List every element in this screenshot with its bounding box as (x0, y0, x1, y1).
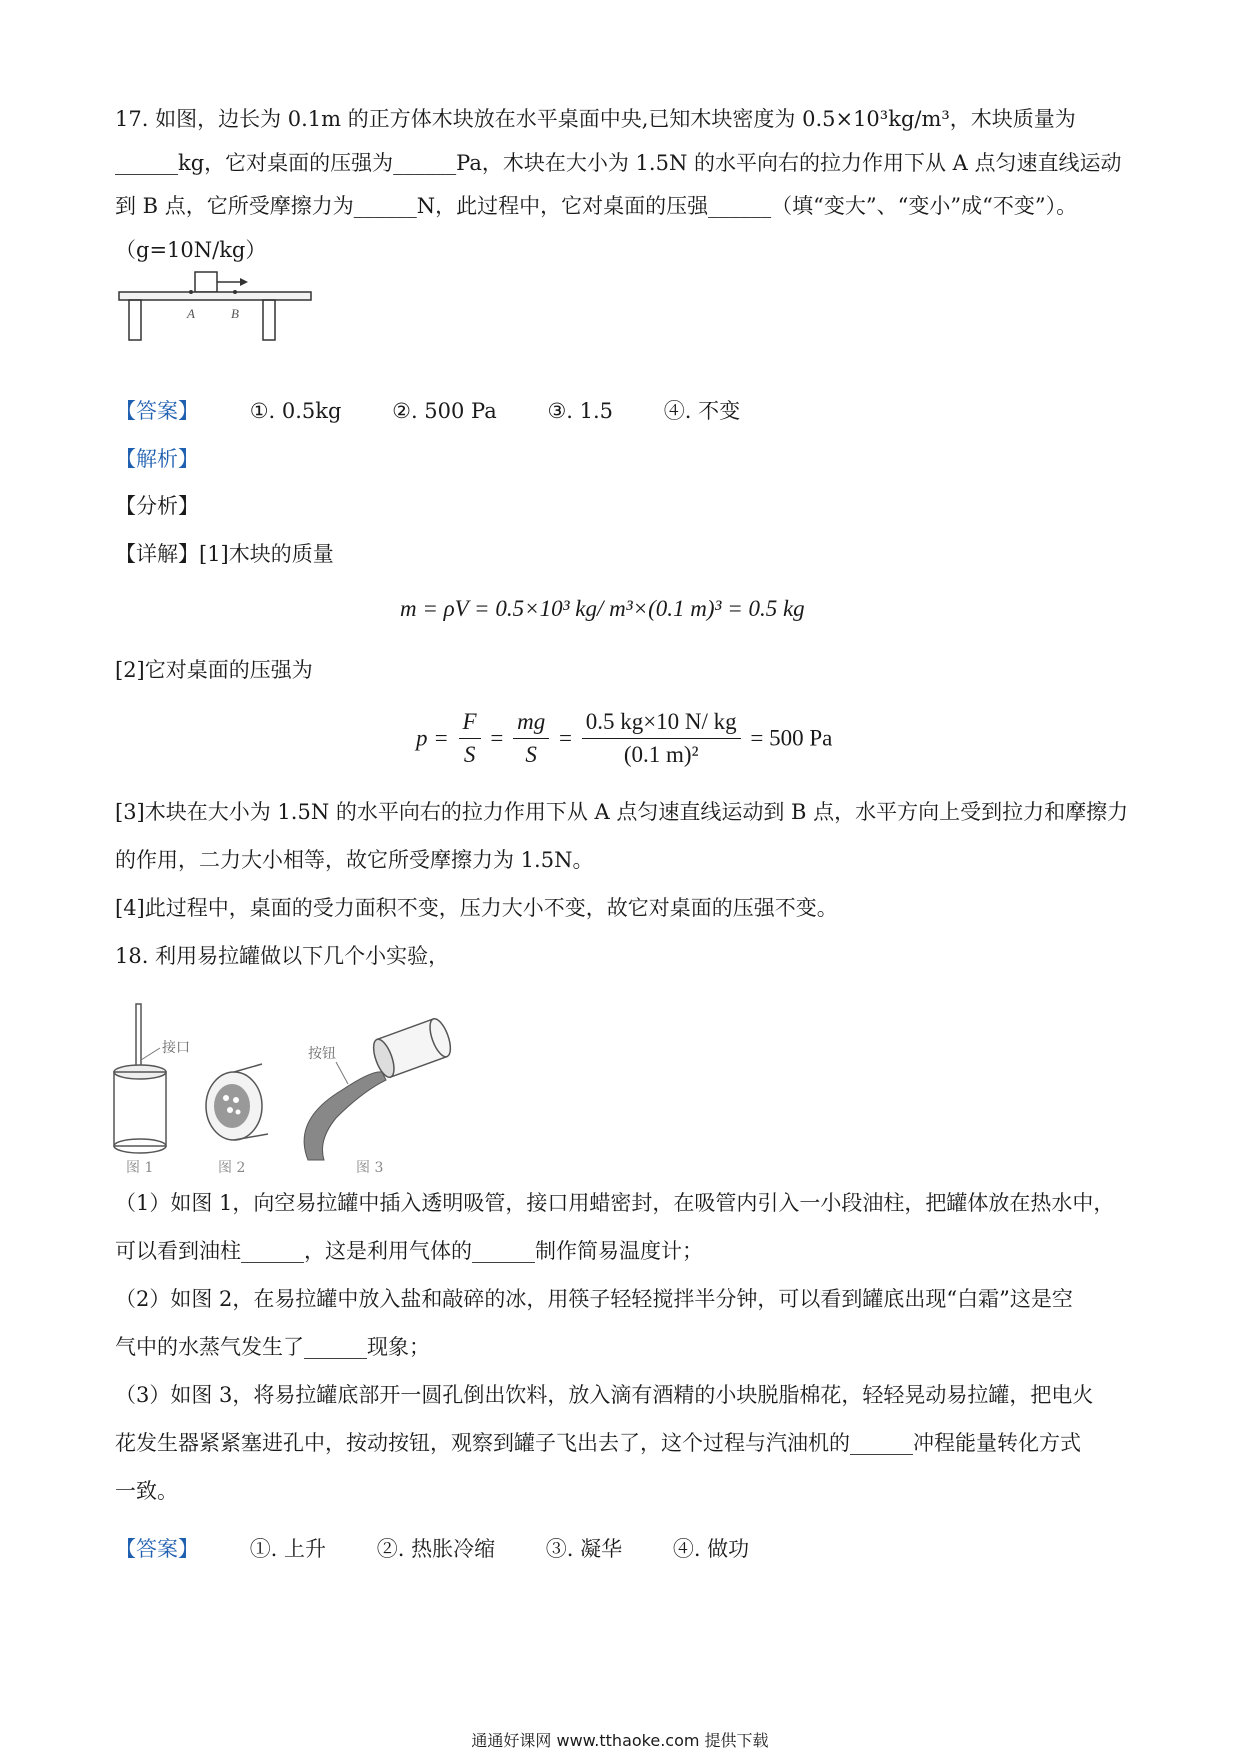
fraction-f-over-s (459, 706, 481, 771)
q17-line-2: ______kg，它对桌面的压强为______Pa，木块在大小为 1.5N 的水平向右的拉力作用下从 A 点匀速直线运动 (115, 151, 1122, 175)
answer-4: ④. 不变 (663, 399, 741, 423)
can-experiments-figure (112, 1000, 512, 1180)
answer-tag: 【答案】 (115, 399, 199, 423)
answer-3: ③. 1.5 (547, 399, 614, 423)
detail-step-4: [4]此过程中，桌面的受力面积不变，压力大小不变，故它对桌面的压强不变。 (115, 896, 838, 920)
formula-equals: = (490, 725, 504, 751)
q18-title: 18. 利用易拉罐做以下几个小实验， (115, 944, 450, 968)
detail-step-3a: [3]木块在大小为 1.5N 的水平向右的拉力作用下从 A 点匀速直线运动到 B 点，水平方向上受到拉力和摩擦力 (115, 800, 1129, 824)
answer-2: ②. 500 Pa (392, 399, 497, 423)
formula-pressure (416, 706, 832, 771)
analysis-tag: 【解析】 (115, 447, 199, 471)
q18-p3-a: （3）如图 3，将易拉罐底部开一圆孔倒出饮料，放入滴有酒精的小块脱脂棉花，轻轻晃动易拉罐，把电火 (115, 1383, 1094, 1407)
page-footer: 通通好课网 www.tthaoke.com 提供下载 (471, 1731, 769, 1750)
label-fig2: 图 2 (218, 1160, 246, 1176)
q17-line-4: （g=10N/kg） (115, 238, 267, 262)
answer-2: ②. 热胀冷缩 (376, 1537, 496, 1561)
q18-p1-b: 可以看到油柱______，这是利用气体的______制作简易温度计； (115, 1239, 703, 1263)
detail-step-1: 【详解】[1]木块的质量 (115, 542, 334, 566)
answer-1: ①. 0.5kg (249, 399, 342, 423)
fraction-values (582, 706, 741, 771)
formula-equals: = (558, 725, 572, 751)
q17-line-3: 到 B 点，它所受摩擦力为______N，此过程中，它对桌面的压强______（填“变大”、“变小”成“不变”）。 (115, 194, 1078, 218)
formula-lhs: p = (416, 725, 449, 751)
q18-answer-row (115, 1534, 793, 1564)
fraction-mg-over-s (513, 706, 549, 771)
fraction-numerator: 0.5 kg×10 N/ kg (582, 706, 741, 739)
answer-1: ①. 上升 (249, 1537, 327, 1561)
label-anniu: 按钮 (308, 1046, 336, 1062)
answer-3: ③. 凝华 (545, 1537, 623, 1561)
q17-line-1: 17. 如图，边长为 0.1m 的正方体木块放在水平桌面中央,已知木块密度为 0.5×10³kg/m³，木块质量为 (115, 107, 1076, 131)
q18-p3-c: 一致。 (115, 1479, 178, 1503)
q18-p2-a: （2）如图 2，在易拉罐中放入盐和敲碎的冰，用筷子轻轻搅拌半分钟，可以看到罐底出现“白霜”这是空 (115, 1287, 1073, 1311)
figure-label-a: A (187, 306, 195, 321)
label-jiekou: 接口 (162, 1040, 190, 1056)
formula-mass: m = ρV = 0.5×10³ kg/ m³×(0.1 m)³ = 0.5 kg (400, 596, 805, 621)
detail-step-2: [2]它对桌面的压强为 (115, 658, 313, 682)
table-block-figure (115, 268, 315, 348)
fraction-numerator: F (459, 706, 481, 739)
q18-p3-b: 花发生器紧紧塞进孔中，按动按钮，观察到罐子飞出去了，这个过程与汽油机的______冲程能量转化方式 (115, 1431, 1081, 1455)
fraction-denominator: S (525, 742, 537, 767)
fraction-denominator: (0.1 m)² (623, 742, 699, 767)
figure-label-b: B (231, 306, 239, 321)
q18-p1-a: （1）如图 1，向空易拉罐中插入透明吸管，接口用蜡密封，在吸管内引入一小段油柱，把罐体放在热水中， (115, 1191, 1115, 1215)
formula-result: = 500 Pa (750, 725, 833, 751)
q18-p2-b: 气中的水蒸气发生了______现象； (115, 1335, 430, 1359)
answer-tag: 【答案】 (115, 1537, 199, 1561)
answer-4: ④. 做功 (672, 1537, 750, 1561)
fraction-numerator: mg (513, 706, 549, 739)
fraction-denominator: S (463, 742, 476, 767)
q17-answer-row (115, 396, 784, 426)
label-fig3: 图 3 (356, 1160, 384, 1176)
label-fig1: 图 1 (126, 1160, 154, 1176)
fenxi-tag: 【分析】 (115, 494, 199, 518)
detail-step-3b: 的作用，二力大小相等，故它所受摩擦力为 1.5N。 (115, 848, 594, 872)
